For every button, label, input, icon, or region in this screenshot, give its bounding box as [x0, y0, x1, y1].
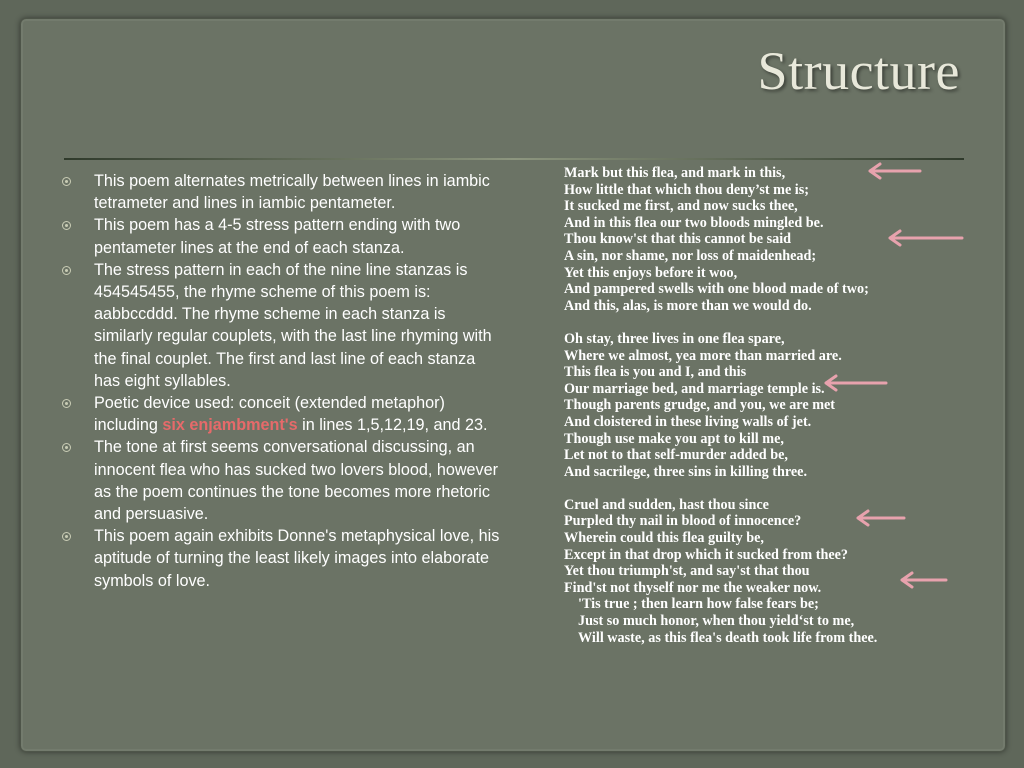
bullet-text: Poetic device used: conceit (extended metaphor) including	[94, 394, 445, 435]
bullet-text: This poem again exhibits Donne's metaphysical love, his aptitude of turning the least likely images into elaborate symbols of love.	[94, 527, 500, 590]
bullet-text: in lines 1,5,12,19, and 23.	[297, 416, 488, 435]
slide-title: Structure	[757, 41, 960, 101]
poem-line: And sacrilege, three sins in killing three.	[564, 463, 808, 480]
arrow-left-icon	[884, 229, 966, 247]
bullet-item	[60, 214, 500, 258]
poem-line: A sin, nor shame, nor loss of maidenhead;	[564, 247, 817, 264]
poem-line-indented: 'Tis true ; then learn how false fears be;	[578, 596, 819, 613]
poem-line: This flea is you and I, and this	[564, 364, 747, 381]
poem-line: Where we almost, yea more than married are.	[564, 347, 842, 364]
bullet-item	[60, 392, 500, 436]
poem-line-indented: Just so much honor, when thou yield‘st to me,	[578, 613, 855, 630]
bullet-item	[60, 170, 500, 214]
highlighted-term: six enjambment's	[162, 416, 298, 435]
poem-line: Wherein could this flea guilty be,	[564, 530, 764, 547]
poem-line: Except in that drop which it sucked from thee?	[564, 546, 849, 563]
poem-line: Cruel and sudden, hast thou since	[564, 496, 769, 513]
poem-line: Yet this enjoys before it woo,	[564, 264, 738, 281]
bullet-text: The stress pattern in each of the nine line stanzas is 454545455, the rhyme scheme of this poem is: aabbccddd. The rhyme scheme in each stanza is similarly regular couplets, with the last line rhyming with the final couplet. The first and last line of each stanza has eight syllables.	[94, 260, 492, 390]
poem-line: And pampered swells with one blood made of two;	[564, 281, 869, 298]
bullet-item	[60, 525, 500, 592]
poem-line: Yet thou triumph'st, and say'st that thou	[564, 563, 810, 580]
bullet-text: This poem has a 4-5 stress pattern ending with two pentameter lines at the end of each stanza.	[94, 216, 461, 257]
circle-bullet-icon	[62, 399, 71, 408]
poem-line: Thou know'st that this cannot be said	[564, 231, 792, 248]
poem-line: Though parents grudge, and you, we are met	[564, 397, 836, 414]
poem-line: Purpled thy nail in blood of innocence?	[564, 513, 802, 530]
circle-bullet-icon	[62, 532, 71, 541]
arrow-left-icon	[820, 374, 890, 392]
poem-line: How little that which thou deny’st me is;	[564, 181, 809, 198]
poem-stanza-2	[564, 331, 964, 480]
poem-line: Oh stay, three lives in one flea spare,	[564, 330, 785, 347]
poem-line: And cloistered in these living walls of jet.	[564, 413, 812, 430]
circle-bullet-icon	[62, 266, 71, 275]
circle-bullet-icon	[62, 443, 71, 452]
bullet-list	[60, 170, 500, 592]
poem-line: Though use make you apt to kill me,	[564, 430, 784, 447]
poem-line: Our marriage bed, and marriage temple is.	[564, 380, 825, 397]
arrow-left-icon	[852, 509, 908, 527]
poem-line-indented: Will waste, as this flea's death took life from thee.	[578, 629, 878, 646]
poem-line: Find'st not thyself nor me the weaker now.	[564, 579, 822, 596]
bullet-list-panel	[60, 170, 500, 592]
bullet-text: This poem alternates metrically between lines in iambic tetrameter and lines in iambic pentameter.	[94, 172, 490, 213]
poem-line: It sucked me first, and now sucks thee,	[564, 198, 798, 215]
poem-line: Mark but this flea, and mark in this,	[564, 165, 786, 181]
circle-bullet-icon	[62, 177, 71, 186]
poem-line: And this, alas, is more than we would do.	[564, 297, 812, 314]
circle-bullet-icon	[62, 221, 71, 230]
arrow-left-icon	[864, 162, 924, 180]
bullet-item	[60, 259, 500, 392]
title-divider	[64, 158, 964, 160]
bullet-text: The tone at first seems conversational discussing, an innocent flea who has sucked two lovers blood, however as the poem continues the tone becomes more rhetoric and persuasive.	[94, 438, 499, 524]
bullet-item	[60, 436, 500, 525]
poem-line: And in this flea our two bloods mingled be.	[564, 214, 824, 231]
poem-line: Let not to that self-murder added be,	[564, 447, 788, 464]
arrow-left-icon	[896, 571, 950, 589]
